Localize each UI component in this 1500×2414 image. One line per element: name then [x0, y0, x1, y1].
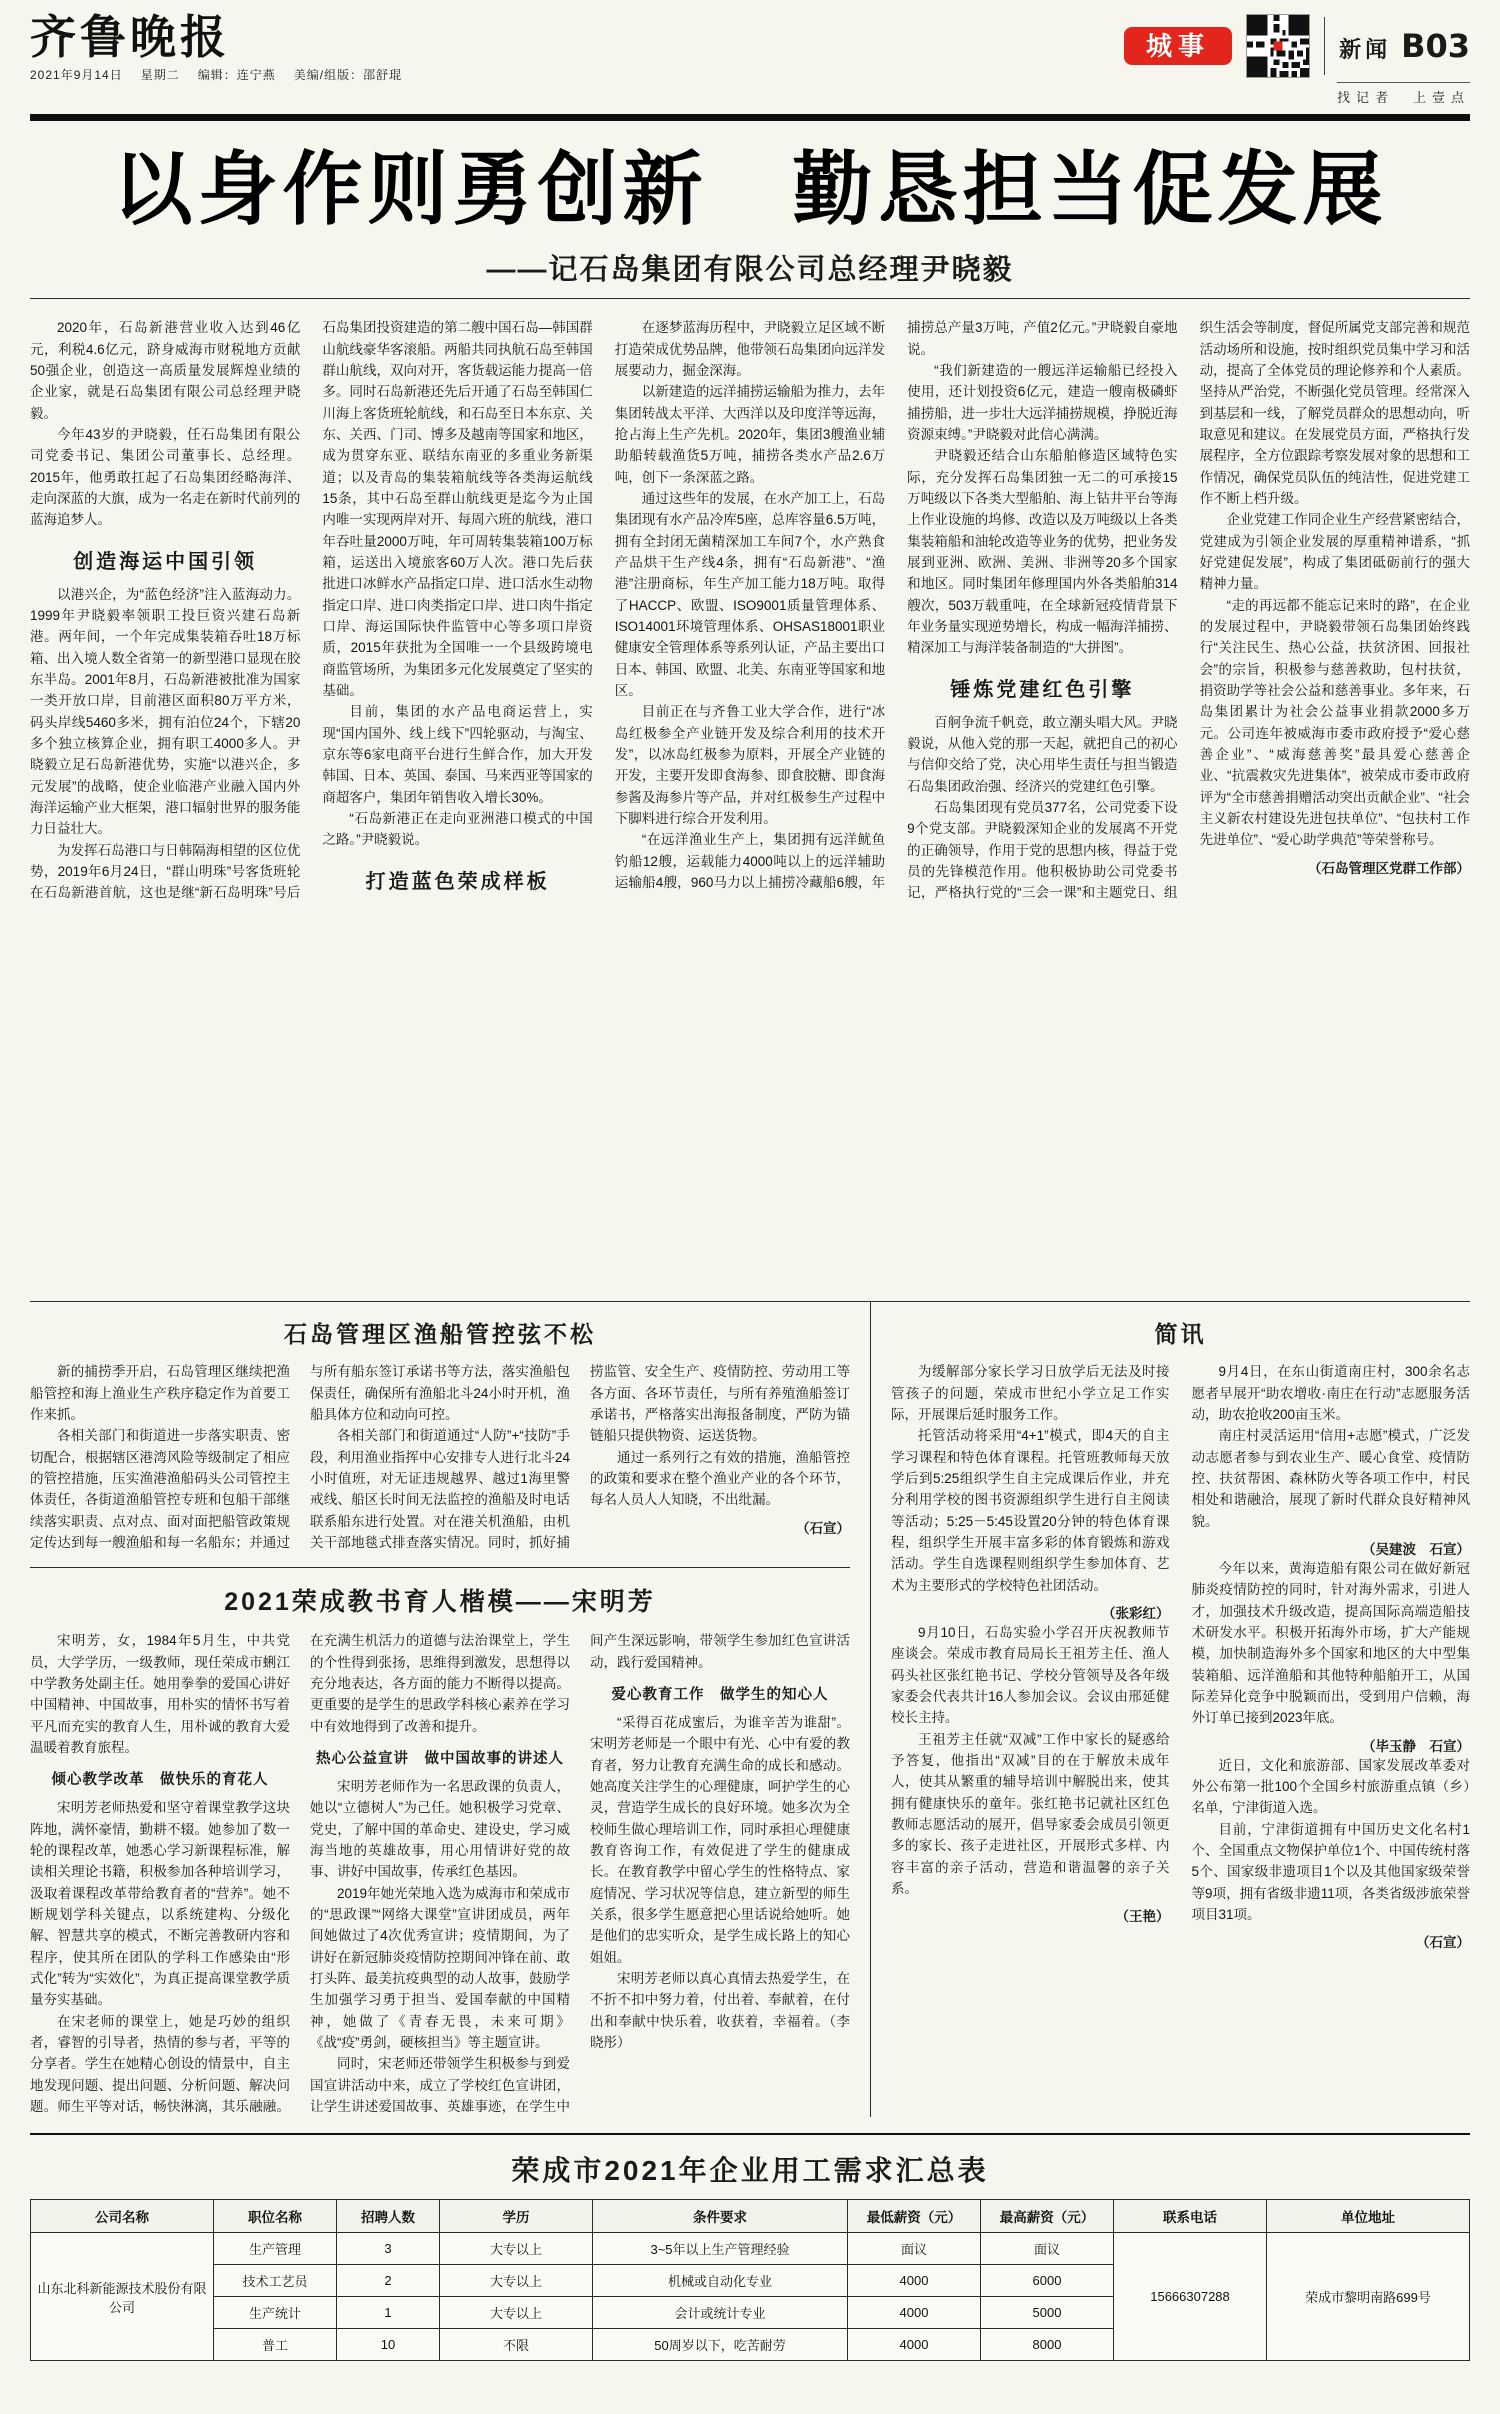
jobs-col-header: 招聘人数 — [337, 2200, 440, 2233]
jobs-cell: 机械或自动化专业 — [593, 2265, 848, 2297]
jobs-cell: 8000 — [981, 2329, 1114, 2361]
jobs-row — [31, 2233, 1470, 2265]
briefs-body — [891, 1361, 1470, 1951]
teacher-article-body — [30, 1630, 850, 2117]
jobs-cell: 10 — [337, 2329, 440, 2361]
article-paragraph: 今年43岁的尹晓毅，任石岛集团有限公司党委书记、集团公司董事长、总经理。2015年，他勇敢扛起了石岛集团经略海洋、走向深蓝的大旗，成为一名走在新时代前列的蓝海追梦人。 — [30, 427, 301, 528]
brief-signature: （吴建波 石宣） — [1362, 1542, 1470, 1558]
article-section-header: 打造蓝色荣成样板 — [365, 870, 550, 893]
teacher-model-article — [30, 1567, 850, 2117]
fishing-article-body — [30, 1361, 850, 1553]
fishing-article-title: 石岛管理区渔船管控弦不松 — [284, 1321, 596, 1348]
jobs-cell: 6000 — [981, 2265, 1114, 2297]
main-headline: 以身作则勇创新 勤恳担当促发展 — [112, 143, 1388, 236]
jobs-cell: 面议 — [981, 2233, 1114, 2265]
briefs-column — [870, 1302, 1470, 2117]
article-paragraph: 在宋老师的课堂上，她是巧妙的组织者，睿智的引导者，热情的参与者，平等的分享者。学生在她精心创设的情景中，自主地发现问题、提出问题、分析问题、解决问题。师生平等对话，畅快淋漓，其乐融融。在充满生机活力的道德与法治课堂上，学生的个性得到张扬，思维得到激发，思想得以充分地表达，各方面的能力不断得以提高。更重要的是学生的思政学科核心素养在学习中有效地得到了改善和提升。 — [30, 1633, 570, 2114]
jobs-cell: 面议 — [848, 2233, 981, 2265]
jobs-cell: 3 — [337, 2233, 440, 2265]
designer-credit: 美编/组版：邵舒琨 — [293, 68, 403, 82]
article-paragraph: “我们新建造的一艘远洋运输船已经投入使用，还计划投资6亿元，建造一艘南极磷虾捕捞船，进一步壮大远洋捕捞规模，挣脱近海资源束缚。”尹晓毅对此信心满满。 — [907, 363, 1178, 443]
jobs-header-row — [31, 2200, 1470, 2233]
jobs-col-header: 公司名称 — [31, 2200, 214, 2233]
article-paragraph: 宋明芳老师以真心真情去热爱学生，在不折不扣中努力着，付出着、奉献着，在付出和奉献中快乐着，收获着，幸福着。（李晓彤） — [590, 1970, 850, 2050]
article-paragraph: 同时，宋老师还带领学生积极参与到爱国宣讲活动中来，成立了学校红色宣讲团，让学生讲述爱国故事、英雄事迹，在学生中间产生深远影响，带领学生参加红色宣讲活动，践行爱国精神。 — [310, 1633, 850, 2114]
article-paragraph: 宋明芳老师热爱和坚守着课堂教学这块阵地，满怀豪情，勤耕不辍。她参加了数一轮的课程改革，她悉心学习新课程标准，解读相关理论书籍，积极参加各种培训学习，汲取着课程改革带给教育者的“营养”。她不断规划学科关键点，以系统建构、分级化解、智慧共享的模式，不断完善教研内容和程序，使其所在团队的学科工作感染由“形式化”转为“实效化”，为真正提高课堂教学质量夯实基础。 — [30, 1800, 290, 2008]
jobs-cell: 4000 — [848, 2265, 981, 2297]
fishing-control-article — [30, 1316, 850, 1553]
jobs-col-header: 条件要求 — [593, 2200, 848, 2233]
brief-paragraph: 南庄村灵活运用“信用+志愿”模式，广泛发动志愿者参与到农业生产、暖心食堂、疫情防控、扶贫帮困、森林防火等各项工作中，村民相处和谐融洽，展现了新时代群众良好精神风貌。 — [1191, 1428, 1470, 1529]
slogan: 找记者 上壹点 — [1337, 82, 1470, 106]
dateline — [30, 66, 402, 87]
brief-paragraph: 王祖芳主任就“双减”工作中家长的疑惑给予答复，他指出“双减”目的在于解放未成年人，使其从繁重的辅导培训中解脱出来，使其拥有健康快乐的童年。张红艳书记就社区红色教师志愿活动的展开，倡导家委会成员引领更多的家长、孩子走进社区，开展形式多样、内容丰富的亲子活动，营造和谐温馨的亲子关系。 — [891, 1731, 1170, 1896]
main-article-body — [30, 299, 1470, 1302]
brief-paragraph: 今年以来，黄海造船有限公司在做好新冠肺炎疫情防控的同时，针对海外需求，引进人才，加强技术升级改造，提高国际高端造船技术研发水平。积极开拓海外市场，扩大产能规模，加快制造海外多个国家和地区的大中型集装箱船、远洋渔船和其他特种船舶开工，从国际差异化竞争中脱颖而出，受到用户信赖，海外订单已接到2023年底。 — [1191, 1561, 1470, 1726]
jobs-col-header: 最高薪资（元） — [981, 2200, 1114, 2233]
jobs-cell: 2 — [337, 2265, 440, 2297]
article-signature: （石宣） — [796, 1520, 850, 1536]
jobs-cell: 大专以上 — [440, 2265, 593, 2297]
article-paragraph: 目前，集团的水产品电商运营上，实现“国内国外、线上线下”四轮驱动，与淘宝、京东等6家电商平台进行生鲜合作，加大开发韩国、日本、英国、泰国、马来西亚等国家的商超客户，集团年销售收入增长30%。 — [322, 704, 593, 805]
editor-credit: 编辑：连宁燕 — [197, 68, 276, 82]
jobs-cell: 技术工艺员 — [214, 2265, 337, 2297]
jobs-col-header: 单位地址 — [1267, 2200, 1470, 2233]
article-subheader: 热心公益宣讲 做中国故事的讲述人 — [316, 1750, 564, 1767]
brief-paragraph: 托管活动将采用“4+1”模式，即4天的自主学习课程和特色体育课程。托管班教师每天放学后到5:25组织学生自主完成课后作业，并充分利用学校的图书资源组织学生进行自主阅读等活动；5:25－5:45设置20分钟的特色体育课程，组织学生开展丰富多彩的体育锻炼和游戏活动。学生自选课程则组织学生参加体育、艺术为主要形式的学校特色社团活动。 — [891, 1428, 1170, 1593]
article-section-header: 创造海运中国引领 — [73, 550, 258, 573]
jobs-cell: 1 — [337, 2297, 440, 2329]
article-paragraph: 宋明芳，女，1984年5月生，中共党员，大学学历，一级教师，现任荣成市蜊江中学教务处副主任。她用拳拳的爱国心讲好中国精神、中国故事，用朴实的情怀书写着平凡而充实的教育人生，用朴诚的教育大爱温暖着教育旅程。 — [30, 1633, 290, 1755]
jobs-cell: 大专以上 — [440, 2233, 593, 2265]
article-paragraph: 百舸争流千帆竞，敢立潮头唱大风。尹晓毅说，从他入党的那一天起，就把自己的初心与信仰交给了党，决心用毕生责任与担当锻造石岛集团政治强、经济兴的党建红色引擎。 — [907, 714, 1178, 794]
article-paragraph: “走的再远都不能忘记来时的路”，在企业的发展过程中，尹晓毅带领石岛集团始终践行“关注民生、热心公益，扶贫济困、回报社会”的宗旨，积极参与慈善救助，包村扶贫，捐资助学等社会公益和慈善事业。多年来，石岛集团累计为社会公益事业捐款2000多万元。公司连年被威海市委市政府授予“爱心慈善企业”、“威海慈善奖”最具爱心慈善企业、“抗震救灾先进集体”，被荣成市委市政府评为“全市慈善捐赠活动突出贡献企业”、“社会主义新农村建设先进包扶单位”、“包扶村工作先进单位”、“爱心助学典范”等荣誉称号。 — [1199, 597, 1470, 848]
article-paragraph: 目前正在与齐鲁工业大学合作，进行“冰岛红极参全产业链开发及综合利用的技术开发”，以冰岛红极参为原料，开展全产业链的开发，主要开发即食海参、即食胶糖、即食海参酱及海参片等产品，并对红极参生产过程中下脚料进行综合开发利用。 — [614, 704, 886, 826]
brief-paragraph: 9月4日，在东山街道南庄村，300余名志愿者早展开“助农增收·南庄在行动”志愿服务活动，助农抢收200亩玉米。 — [1191, 1364, 1470, 1423]
jobs-cell: 3~5年以上生产管理经验 — [593, 2233, 848, 2265]
article-paragraph: 新的捕捞季开启，石岛管理区继续把渔船管控和海上渔业生产秩序稳定作为首要工作来抓。 — [30, 1364, 290, 1423]
weekday-text: 星期二 — [140, 68, 180, 82]
jobs-table-title: 荣成市2021年企业用工需求汇总表 — [511, 2155, 989, 2187]
masthead-left — [30, 10, 403, 87]
jobs-cell: 普工 — [214, 2329, 337, 2361]
jobs-col-header: 职位名称 — [214, 2200, 337, 2233]
article-paragraph: “石岛新港正在走向亚洲港口模式的中国之路。”尹晓毅说。 — [322, 810, 593, 848]
brief-paragraph: 近日，文化和旅游部、国家发展改革委对外公布第一批100个全国乡村旅游重点镇（乡）名单，宁津街道入选。 — [1191, 1757, 1470, 1816]
jobs-cell: 会计或统计专业 — [593, 2297, 848, 2329]
article-paragraph: 为发挥石岛港口与日韩隔海相望的区位优势，2019年6月24日，“群山明珠”号客货班轮在石岛新港首航，这也是继“新石岛明珠”号后石岛集团投资建造的第二艘中国石岛—韩国群山航线豪华客滚船。两船共同执航石岛至韩国群山航线，双向对开，客货载运能力提高一倍多。同时石岛新港还先后开通了石岛至韩国仁川海上客货班轮航线，和石岛至日本东京、关东、关西、门司、博多及越南等国家和地区，成为贯穿东亚、联结东南亚的多重业务新渠道；以及青岛的集装箱航线等各类海运航线15条，其中石岛至群山航线更是迄今为止国内唯一实现两岸对开、每周六班的航线，港口年吞吐量2000万吨，年可周转集装箱100万标箱，运送出入境旅客60万人次。港口先后获批进口冰鲜水产品指定口岸、进口活水生动物指定口岸、进口肉类指定口岸、进口肉牛指定口岸、海运国际快件监管中心等多项口岸资质，2015年获批为全国唯一一个县级跨境电商监管场所，为集团多元化发展奠定了坚实的基础。 — [30, 320, 593, 901]
article-paragraph: 石岛集团现有党员377名，公司党委下设9个党支部。尹晓毅深知企业的发展离不开党的正确领导，作用于党的思想内核，得益于党员的先锋模范作用。他积极协助公司党委书记，严格执行党的“三会一课”和主题党日、组织生活会等制度，督促所属党支部完善和规范活动场所和设施，按时组织党员集中学习和活动，提高了全体党员的理论修养和个人素质。坚持从严治党，不断强化党员管理。经常深入到基层和一线，了解党员群众的思想动向，听取意见和建议。在发展党员方面，严格执行发展程序，全方位跟踪考察发展对象的思想和工作情况，确保党员队伍的纯洁性，促进党建工作不断上档升级。 — [907, 320, 1470, 901]
article-paragraph: 各相关部门和街道通过“人防”+“技防”手段，利用渔业指挥中心安排专人进行北斗24小时值班，对无证违规越界、越过1海里警戒线、船区长时间无法监控的渔船及时电话联系船东进行处置。对在港关机渔船，由机关干部地毯式排查落实情况。同时，抓好捕捞监管、安全生产、疫情防控、劳动用工等各方面、各环节责任，与所有养殖渔船签订承诺书，严格落实出海报备制度，严防为锚链船只提供物资、运送货物。 — [310, 1364, 850, 1551]
article-subheader: 爱心教育工作 做学生的知心人 — [611, 1687, 829, 1703]
jobs-table-section — [30, 2133, 1470, 2361]
jobs-cell: 生产管理 — [214, 2233, 337, 2265]
article-paragraph: 各相关部门和街道进一步落实职责、密切配合，根据辖区港湾风险等级制定了相应的管控措施，压实渔港渔船码头公司管控主体责任，各街道渔船管控专班和包船干部继续落实职责、点对点、面对面把船管政策规定传达到每一艘渔船和每一名船东；并通过与所有船东签订承诺书等方法，落实渔船包保责任，确保所有渔船北斗24小时开机，渔船具体方位和动向可控。 — [30, 1364, 570, 1551]
article-paragraph: 宋明芳老师作为一名思政课的负责人，她以“立德树人”为己任。她积极学习党章、党史，了解中国的革命史、建设史，学习威海当地的英雄故事，用心用情讲好党的故事、讲好中国故事，传承红色基因。 — [310, 1778, 570, 1880]
jobs-cell: 4000 — [848, 2329, 981, 2361]
briefs-title: 简讯 — [1154, 1321, 1207, 1348]
article-paragraph: 通过一系列行之有效的措施，渔船管控的政策和要求在整个渔业产业的各个环节，每名人员人人知晓，不出纰漏。 — [590, 1449, 850, 1508]
article-paragraph: 以新建造的远洋捕捞运输船为推力，去年集团转战太平洋、大西洋以及印度洋等远海，抢占海上生产先机。2020年，集团3艘渔业辅助船转载渔货5万吨，捕捞各类水产品2.6万吨，创下一条深蓝之路。 — [614, 384, 886, 485]
brief-paragraph: 为缓解部分家长学习日放学后无法及时接管孩子的问题，荣成市世纪小学立足工作实际，开展课后延时服务工作。 — [891, 1364, 1170, 1423]
article-paragraph: 尹晓毅还结合山东船舶修造区域特色实际，充分发挥石岛集团独一无二的可承接15万吨级以下各类大型船舶、海上钻井平台等海上作业设施的坞修、改造以及万吨级以上各类集装箱船和油轮改造等业务的优势，把业务发展到亚洲、欧洲、美洲、非洲等20多个国家和地区。同时集团年修理国内外各类船舶314艘次，503万载重吨，在全球新冠疫情背景下年业务量实现逆势增长，构成一幅海洋捕捞、精深加工与海洋装备制造的“大拼图”。 — [907, 448, 1178, 656]
article-subheader: 倾心教学改革 做快乐的育花人 — [51, 1772, 269, 1789]
teacher-article-title: 2021荣成教书育人楷模——宋明芳 — [224, 1588, 656, 1617]
qr-code-icon — [1246, 14, 1310, 78]
jobs-cell: 5000 — [981, 2297, 1114, 2329]
masthead — [30, 10, 1470, 106]
brief-signature: （王艳） — [1115, 1909, 1170, 1925]
jobs-company-cell: 山东北科新能源技术股份有限公司 — [31, 2233, 214, 2361]
date-text: 2021年9月14日 — [30, 68, 123, 82]
page-number: B03 — [1401, 27, 1470, 65]
jobs-col-header: 最低薪资（元） — [848, 2200, 981, 2233]
jobs-address-cell: 荣成市黎明南路699号 — [1267, 2233, 1470, 2361]
jobs-cell: 大专以上 — [440, 2297, 593, 2329]
article-paragraph: 2019年她光荣地入选为威海市和荣成市的“思政课”“网络大课堂”宣讲团成员，两年间她做过了4次优秀宣讲；疫情期间，为了讲好在新冠肺炎疫情防控期间冲锋在前、敢打头阵、最美抗疫典型的动人故事，鼓励学生加强学习勇于担当、爱国奉献的中国精神，她做了《青春无畏，未来可期》《战“疫”勇剑，硬核担当》等主题宣讲。 — [310, 1885, 570, 2050]
article-byline: （石岛管理区党群工作部） — [1307, 860, 1470, 876]
brief-paragraph: 目前，宁津街道拥有中国历史文化名村1个、全国重点文物保护单位1个、中国传统村落5个、国家级非遗项目1个以及其他国家级荣誉等9项，拥有省级非遗11项，各类省级涉旅荣誉项目31项。 — [1191, 1821, 1470, 1922]
lead-headline-block — [30, 121, 1470, 299]
jobs-cell: 4000 — [848, 2297, 981, 2329]
paper-logo: 齐鲁晚报 — [30, 10, 230, 64]
jobs-table — [30, 2199, 1470, 2361]
article-paragraph: 2020年，石岛新港营业收入达到46亿元，利税4.6亿元，跻身威海市财税地方贡献50强企业，创造这一高质量发展辉煌业绩的企业家，就是石岛集团有限公司总经理尹晓毅。 — [30, 320, 301, 421]
brief-signature: （石宣） — [1416, 1935, 1470, 1951]
jobs-phone-cell: 15666307288 — [1114, 2233, 1267, 2361]
section-badge: 城事 — [1124, 27, 1232, 65]
middle-left-column — [30, 1302, 870, 2117]
jobs-col-header: 联系电话 — [1114, 2200, 1267, 2233]
article-paragraph: “采得百花成蜜后，为谁辛苦为谁甜”。宋明芳老师是一个眼中有光、心中有爱的教育者，努力让教育充满生命的成长和感动。她高度关注学生的心理健康，呵护学生的心灵，营造学生成长的良好环境。她多次为全校师生做心理培训工作，同时承担心理健康教育咨询工作，有效促进了学生的健康成长。在教育教学中留心学生的性格特点、家庭情况、学习状况等信息，建立新型的师生关系，很多学生愿意把心里话说给她听。她是他们的忠实听众，是学生成长路上的知心姐姐。 — [590, 1715, 850, 1965]
article-paragraph: 通过这些年的发展，在水产加工上，石岛集团现有水产品冷库5座，总库容量6.5万吨，拥有全封闭无菌精深加工车间7个，水产熟食产品烘干生产线4条，拥有“石岛新港”、“渔港”注册商标，年生产加工能力18万吨。取得了HACCP、欧盟、ISO9001质量管理体系、ISO14001环境管理体系、OHSAS18001职业健康安全管理体系等系列认证，产品主要出口日本、韩国、欧盟、北美、东南亚等国家和地区。 — [614, 491, 886, 698]
masthead-rule — [30, 114, 1470, 121]
article-paragraph: 在逐梦蓝海历程中，尹晓毅立足区域不断打造荣成优势品牌，他带领石岛集团向远洋发展要动力，掘金深海。 — [614, 320, 886, 379]
header-divider — [1324, 17, 1325, 75]
masthead-right — [1124, 14, 1470, 106]
pageno-block — [1339, 27, 1470, 65]
article-paragraph: 以港兴企，为“蓝色经济”注入蓝海动力。1999年尹晓毅率领职工投巨资兴建石岛新港。两年间，一个年完成集装箱吞吐18万标箱、出入境人数全省第一的新型港口显现在胶东半岛。2001年8月，石岛新港被批准为国家一类开放口岸，目前港区面积80万平方米，码头岸线5460多米，拥有泊位24个，下辖20多个独立核算企业，拥有职工4000多人。尹晓毅立足石岛新港优势，实施“以港兴企，多元发展”的战略，使企业临港产业融入国内外海洋运输产业大框架，港口辐射世界的服务能力日益壮大。 — [30, 586, 301, 837]
article-paragraph: “在远洋渔业生产上，集团拥有远洋鱿鱼钓船12艘，运载能力4000吨以上的远洋辅助运输船4艘，960马力以上捕捞冷藏船6艘，年捕捞总产量3万吨，产值2亿元。”尹晓毅自豪地说。 — [614, 320, 1178, 890]
jobs-cell: 生产统计 — [214, 2297, 337, 2329]
main-subhead: ——记石岛集团有限公司总经理尹晓毅 — [486, 254, 1014, 287]
middle-band — [30, 1302, 1470, 2117]
article-paragraph: 企业党建工作同企业生产经营紧密结合，党建成为引领企业发展的厚重精神谱系，“抓好党建促发展”，构成了集团砥砺前行的强大精神力量。 — [1199, 512, 1470, 592]
jobs-col-header: 学历 — [440, 2200, 593, 2233]
jobs-cell: 50周岁以下，吃苦耐劳 — [593, 2329, 848, 2361]
brief-signature: （张彩红） — [1102, 1606, 1170, 1621]
brief-signature: （毕玉静 石宣） — [1362, 1738, 1470, 1754]
jobs-cell: 不限 — [440, 2329, 593, 2361]
masthead-right-top — [1124, 14, 1470, 78]
brief-paragraph: 9月10日，石岛实验小学召开庆祝教师节座谈会。荣成市教育局局长王祖芳主任、渔人码头社区张红艳书记、学校分管领导及各年级家委会代表共计16人参加会议。会议由邢延健校长主持。 — [891, 1625, 1170, 1726]
article-section-header: 锤炼党建红色引擎 — [950, 678, 1135, 701]
news-label: 新闻 — [1339, 37, 1392, 62]
